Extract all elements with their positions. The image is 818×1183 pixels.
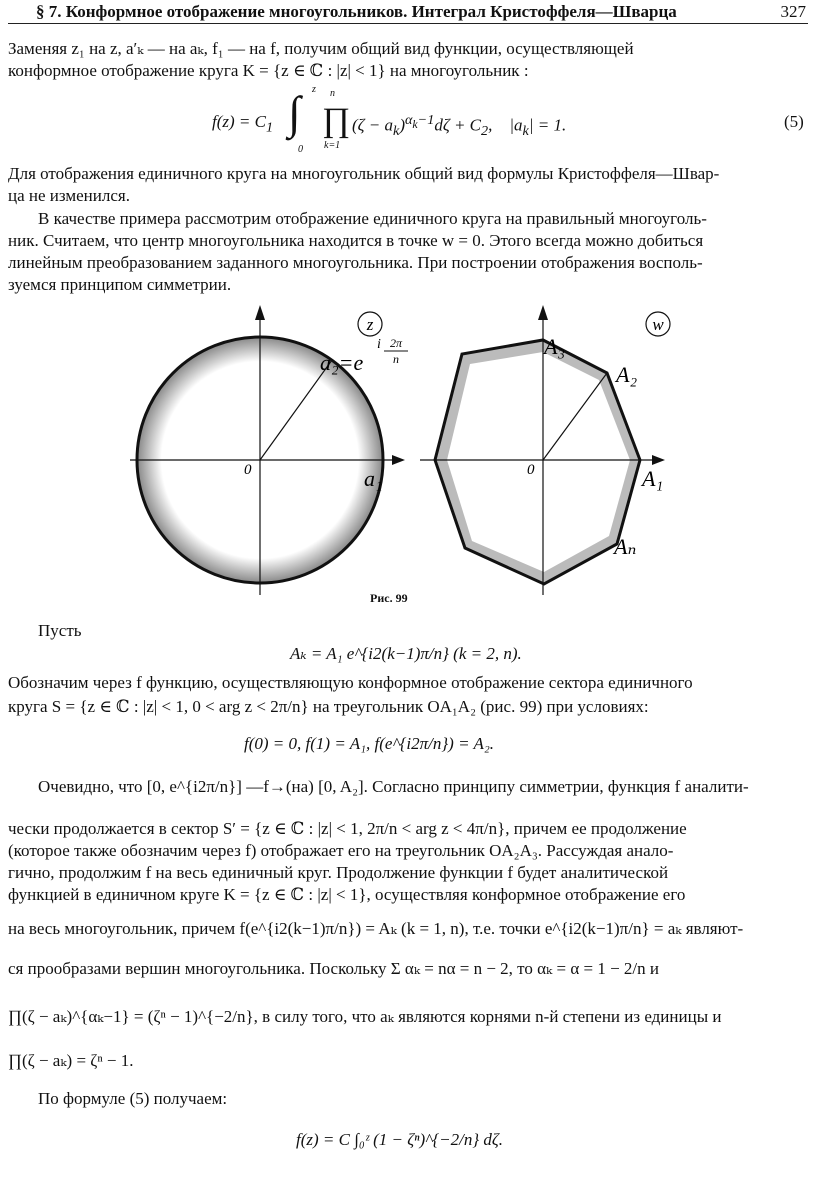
text-line: круга S = {z ∈ ℂ : |z| < 1, 0 < arg z < 2π/n} на треугольник OA₁A₂ (рис. 99) при условиях:: [8, 697, 649, 716]
text-line: Для отображения единичного круга на многоугольник общий вид формулы Кристоффеля—Швар-: [8, 164, 720, 183]
text-line: ∏(ζ − aₖ) = ζⁿ − 1.: [8, 1051, 134, 1070]
equation-number: (5): [784, 112, 804, 131]
equation-conditions: f(0) = 0, f(1) = A₁, f(e^{i2π/n}) = A₂.: [244, 734, 495, 753]
u-axis-arrow-icon: [652, 455, 665, 465]
section-title: § 7. Конформное отображение многоугольников. Интеграл Кристоффеля—Шварца: [36, 2, 677, 21]
text-line: ца не изменился.: [8, 186, 130, 205]
plane-label-z: z: [366, 315, 374, 334]
text-line: конформное отображение круга K = {z ∈ ℂ : |z| < 1} на многоугольник :: [8, 61, 529, 80]
figure-99: [120, 300, 700, 600]
text-line: ся прообразами вершин многоугольника. Поскольку Σ αₖ = nα = n − 2, то αₖ = α = 1 − 2/n и: [8, 959, 659, 978]
origin-label: 0: [244, 462, 252, 478]
text-line: ∏(ζ − aₖ)^{αₖ−1} = (ζⁿ − 1)^{−2/n}, в силу того, что aₖ являются корнями n-й степени из единицы и: [8, 1007, 722, 1026]
A2-label: A₂: [616, 362, 638, 387]
text-line: (которое также обозначим через f) отображает его на треугольник OA₂A₃. Рассуждая анало-: [8, 841, 674, 860]
a2-exp-i: i: [377, 337, 381, 352]
a2-label: a₂=e: [320, 350, 364, 375]
text-line: функцией в единичном круге K = {z ∈ ℂ : |z| < 1}, осуществляя конформное отображение его: [8, 885, 686, 904]
text-line: По формуле (5) получаем:: [38, 1089, 228, 1108]
a1-label: a₁: [364, 466, 383, 491]
a2-exp-num: 2π: [389, 336, 403, 350]
equation-Ak: Aₖ = A₁ e^{i2(k−1)π/n} (k = 2, n).: [290, 644, 522, 663]
polygon-w-plane: [420, 305, 670, 595]
y-axis-arrow-icon: [255, 305, 265, 320]
page-number: 327: [780, 2, 806, 21]
equation-5: $f(z) = C_1$ ∫ z 0 ∏ n k=1 $(\zeta - a_k)^{\alpha_k-1}d\zeta + C_2$, $|a_k| = 1$. (5): [212, 84, 804, 155]
equation-final: f(z) = C ∫₀ᶻ (1 − ζⁿ)^{−2/n} dζ.: [296, 1130, 504, 1149]
A3-label: A₃: [544, 334, 566, 359]
text-line: чески продолжается в сектор S′ = {z ∈ ℂ : |z| < 1, 2π/n < arg z < 4π/n}, причем ее продолжение: [8, 819, 687, 838]
An-label: Aₙ: [614, 534, 637, 559]
text-line: ник. Считаем, что центр многоугольника находится в точке w = 0. Этого всегда можно добиться: [8, 231, 704, 250]
text-line: линейным преобразованием заданного многоугольника. При построении отображения восполь-: [8, 253, 703, 272]
header-rule: [8, 23, 808, 24]
text-line: Пусть: [38, 621, 82, 640]
text-line: В качестве примера рассмотрим отображение единичного круга на правильный многоуголь-: [38, 209, 707, 228]
text-line: Заменяя z₁ на z, a′ₖ — на aₖ, f₁ — на f, получим общий вид функции, осуществляющей: [8, 39, 634, 58]
figure-caption: Рис. 99: [370, 591, 408, 605]
a2-exp-den: n: [393, 352, 399, 366]
origin-label: 0: [527, 462, 535, 478]
text-line: гично, продолжим f на весь единичный круг. Продолжение функции f будет аналитической: [8, 863, 669, 882]
text-line: Очевидно, что [0, e^{i2π/n}] —f→(на) [0, A₂]. Согласно принципу симметрии, функция f аналити-: [38, 777, 749, 796]
unit-disk-z-plane: [130, 305, 408, 595]
text-line: зуемся принципом симметрии.: [8, 275, 232, 294]
v-axis-arrow-icon: [538, 305, 548, 320]
A1-label: A₁: [642, 466, 664, 491]
x-axis-arrow-icon: [392, 455, 405, 465]
plane-label-w: w: [652, 315, 664, 334]
text-line: Обозначим через f функцию, осуществляющую конформное отображение сектора единичного: [8, 673, 693, 692]
text-line: на весь многоугольник, причем f(e^{i2(k−1)π/n}) = Aₖ (k = 1, n), т.е. точки e^{i2(k−1)π/n} = aₖ являют-: [8, 919, 744, 938]
